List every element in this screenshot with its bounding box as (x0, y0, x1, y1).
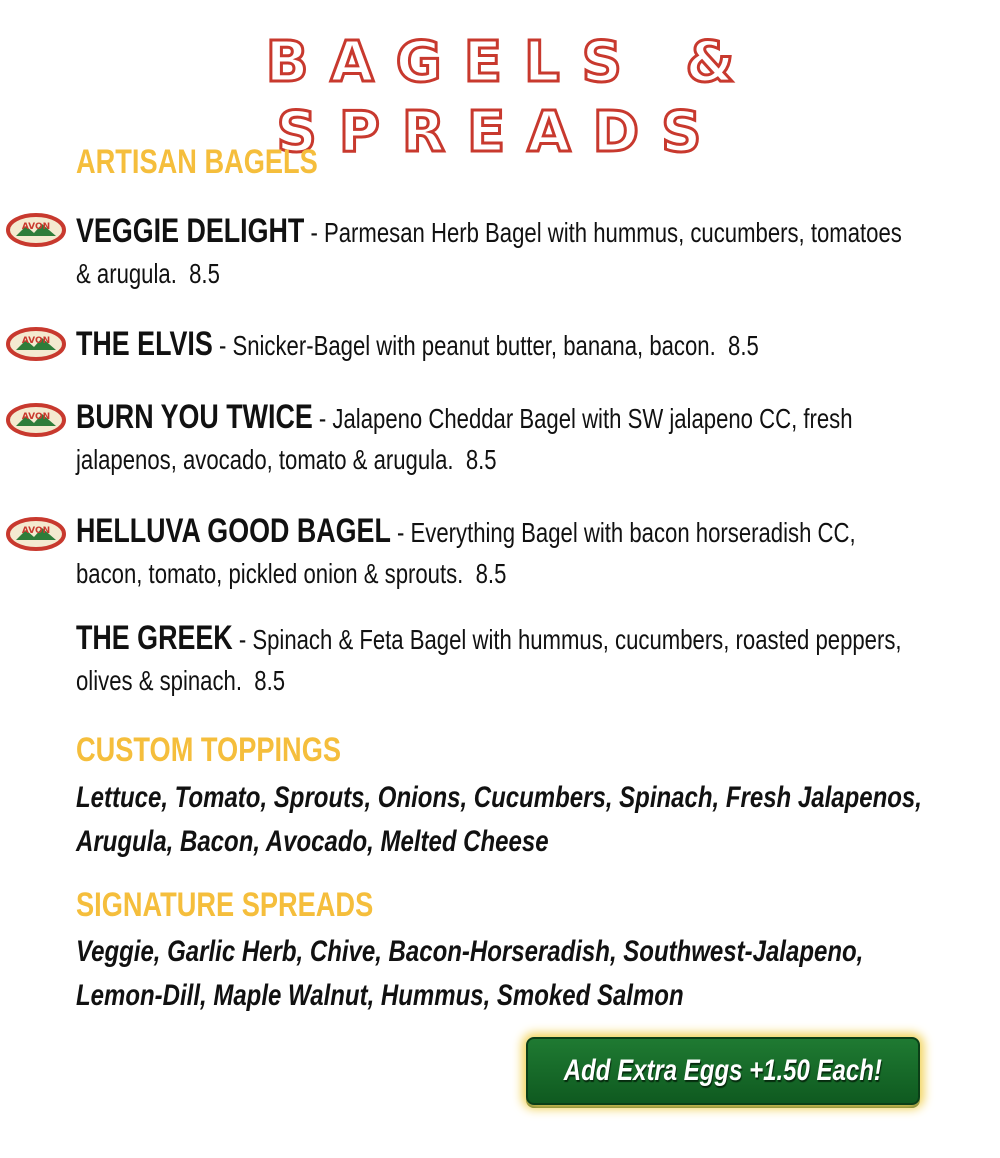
section-heading-artisan-bagels: ARTISAN BAGELS (76, 143, 318, 181)
item-price: 8.5 (254, 665, 286, 696)
item-name: THE ELVIS (76, 325, 213, 363)
item-description: - Everything Bagel with bacon horseradish CC, bacon, tomato, pickled onion & sprouts. (76, 517, 856, 589)
avon-logo-icon (6, 326, 66, 362)
avon-logo-icon (6, 212, 66, 248)
toppings-line: Lettuce, Tomato, Sprouts, Onions, Cucumbers, Spinach, Fresh Jalapenos, (76, 781, 922, 814)
item-price: 8.5 (728, 330, 759, 361)
item-price: 8.5 (189, 258, 220, 289)
item-name: THE GREEK (76, 619, 233, 657)
menu-item-the-greek (76, 618, 913, 701)
avon-logo-text: AVON (21, 526, 51, 536)
spreads-list (76, 930, 956, 1018)
page-title: BAGELS & SPREADS (265, 30, 757, 165)
avon-logo-icon (6, 516, 66, 552)
menu-item-burn-you-twice (76, 397, 913, 480)
spreads-line: Veggie, Garlic Herb, Chive, Bacon-Horseradish, Southwest-Jalapeno, (76, 935, 864, 968)
item-name: VEGGIE DELIGHT (76, 212, 305, 250)
avon-logo-text: AVON (21, 412, 51, 422)
item-name: BURN YOU TWICE (76, 398, 313, 436)
extra-eggs-banner (526, 1037, 920, 1105)
section-heading-signature-spreads: SIGNATURE SPREADS (76, 886, 374, 924)
avon-logo-icon (6, 402, 66, 438)
spreads-line: Lemon-Dill, Maple Walnut, Hummus, Smoked Salmon (76, 979, 684, 1012)
menu-item-veggie-delight (76, 211, 913, 294)
item-description: - Spinach & Feta Bagel with hummus, cucumbers, roasted peppers, olives & spinach. (76, 624, 902, 696)
item-price: 8.5 (475, 558, 507, 589)
item-name: HELLUVA GOOD BAGEL (76, 512, 391, 550)
item-description: - Snicker-Bagel with peanut butter, banana, bacon. (212, 330, 716, 361)
menu-item-the-elvis (76, 324, 913, 366)
menu-item-helluva-good-bagel (76, 511, 913, 594)
avon-logo-text: AVON (21, 222, 51, 232)
toppings-line: Arugula, Bacon, Avocado, Melted Cheese (76, 825, 549, 858)
avon-logo-text: AVON (21, 336, 51, 346)
item-description: - Parmesan Herb Bagel with hummus, cucumbers, tomatoes & arugula. (76, 217, 902, 289)
item-price: 8.5 (465, 444, 497, 475)
item-description: - Jalapeno Cheddar Bagel with SW jalapeno CC, fresh jalapenos, avocado, tomato & arugula. (76, 403, 853, 475)
extra-eggs-label: Add Extra Eggs +1.50 Each! (563, 1054, 883, 1087)
toppings-list (76, 776, 956, 864)
section-heading-custom-toppings: CUSTOM TOPPINGS (76, 731, 341, 769)
